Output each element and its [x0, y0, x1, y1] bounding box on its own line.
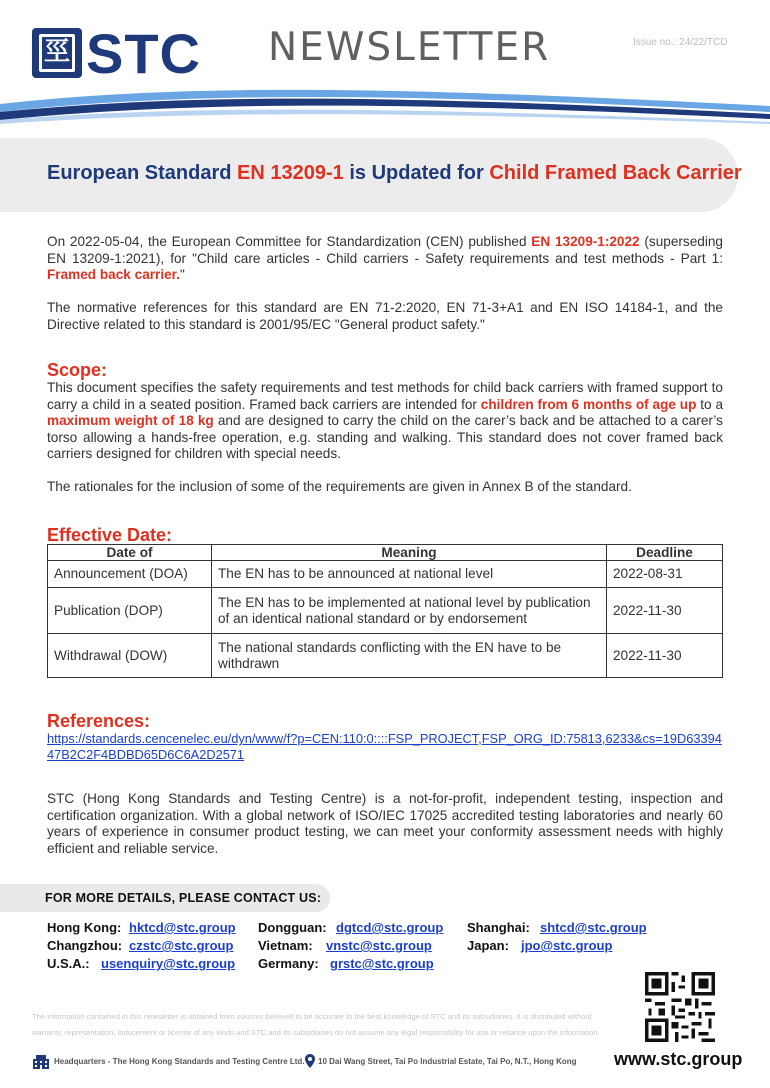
contact-email-link[interactable]: vnstc@stc.group: [326, 938, 432, 953]
reference-link[interactable]: https://standards.cencenelec.eu/dyn/www/f?p=CEN:110:0::::FSP_PROJECT,FSP_ORG_ID:75813,6233&cs=19D6339447B2C2F4BDBD65D6C6A2D2571: [47, 731, 722, 762]
address-text: 10 Dai Wang Street, Tai Po Industrial Estate, Tai Po, N.T., Hong Kong: [318, 1057, 577, 1066]
building-icon: [32, 1054, 50, 1070]
effective-date-table: [47, 544, 723, 678]
table-cell: Withdrawal (DOW): [48, 634, 212, 678]
contact-label: Germany:: [258, 956, 319, 971]
contact-label: Dongguan:: [258, 920, 327, 935]
references-heading: References:: [47, 711, 151, 731]
table-cell: Publication (DOP): [48, 588, 212, 634]
page-title: European Standard EN 13209-1 is Updated for Child Framed Back Carrier: [47, 162, 742, 184]
scope-heading: Scope:: [47, 360, 108, 380]
disclaimer-text: The information contained in this newsletter is obtained from sources believed to be accurate to the best knowledge of STC and its subsidiaries. It is distributed without warranty, representation, inducement or license of any kinds and STC and its subsidiaries do not assume any legal responsibility for use or reliance upon the information.: [32, 1012, 600, 1037]
contact-title: FOR MORE DETAILS, PLEASE CONTACT US:: [45, 891, 322, 905]
contact-email-link[interactable]: czstc@stc.group: [129, 938, 234, 953]
location-pin-icon: [305, 1054, 315, 1068]
contact-email-link[interactable]: grstc@stc.group: [330, 956, 434, 971]
table-cell: 2022-11-30: [607, 634, 723, 678]
effective-date-heading: Effective Date:: [47, 525, 173, 545]
normative-references-paragraph: The normative references for this standard are EN 71-2:2020, EN 71-3+A1 and EN ISO 14184-1, and the Directive related to this standard is 2001/95/EC "General product safety.": [47, 300, 723, 332]
headquarters-text: Headquarters - The Hong Kong Standards and Testing Centre Ltd.: [54, 1057, 305, 1066]
table-row: [48, 634, 723, 678]
stc-logo-icon: 巠: [32, 28, 82, 78]
column-header: Meaning: [212, 545, 607, 561]
contact-label: Changzhou:: [47, 938, 123, 953]
contact-email-link[interactable]: usenquiry@stc.group: [101, 956, 236, 971]
contact-email-link[interactable]: dgtcd@stc.group: [336, 920, 444, 935]
column-header: Date of: [48, 545, 212, 561]
table-cell: The EN has to be implemented at national level by publication of an identical national standard or by endorsement: [212, 588, 607, 634]
rationale-paragraph: The rationales for the inclusion of some of the requirements are given in Annex B of the standard.: [47, 479, 632, 494]
contact-email-link[interactable]: jpo@stc.group: [521, 938, 613, 953]
contact-label: Vietnam:: [258, 938, 313, 953]
contact-label: Hong Kong:: [47, 920, 122, 935]
contact-label: Japan:: [467, 938, 509, 953]
scope-paragraph: This document specifies the safety requirements and test methods for child back carriers with framed support to carry a child in a seated position. Framed back carriers are intended for children from 6 months of age up to a maximum weight of 18 kg and are designed to carry the child on the carer’s back and be attached to a carer’s torso allowing a hands-free operation, e.g. standing and walking. This standard does not cover framed back carriers designed for children with special needs.: [47, 380, 724, 461]
qr-code-icon[interactable]: [645, 972, 715, 1042]
about-paragraph: STC (Hong Kong Standards and Testing Centre) is a not-for-profit, independent testing, inspection and certification organization. With a global network of ISO/IEC 17025 accredited testing laboratories and nearly 60 years of experience in consumer product testing, we can meet your conformity assessment needs with highly efficient and reliable service.: [47, 791, 723, 856]
header-swoosh: [0, 82, 770, 142]
table-header-row: [48, 545, 723, 561]
issue-number: Issue no.: 24/22/TCD: [633, 37, 728, 48]
contact-email-link[interactable]: hktcd@stc.group: [129, 920, 236, 935]
column-header: Deadline: [607, 545, 723, 561]
logo-text: STC: [86, 22, 201, 85]
table-cell: The national standards conflicting with the EN have to be withdrawn: [212, 634, 607, 678]
table-cell: Announcement (DOA): [48, 561, 212, 588]
table-cell: The EN has to be announced at national level: [212, 561, 607, 588]
website-link[interactable]: www.stc.group: [614, 1049, 743, 1069]
contact-email-link[interactable]: shtcd@stc.group: [540, 920, 647, 935]
table-cell: 2022-08-31: [607, 561, 723, 588]
table-row: [48, 588, 723, 634]
table-row: [48, 561, 723, 588]
table-cell: 2022-11-30: [607, 588, 723, 634]
contact-label: Shanghai:: [467, 920, 530, 935]
intro-paragraph: On 2022-05-04, the European Committee for Standardization (CEN) published EN 13209-1:2022 (superseding EN 13209-1:2021), for "Child care articles - Child carriers - Safety requirements and test methods - Part 1: Framed back carrier.": [47, 234, 723, 282]
contact-label: U.S.A.:: [47, 956, 90, 971]
newsletter-label: NEWSLETTER: [268, 25, 551, 70]
